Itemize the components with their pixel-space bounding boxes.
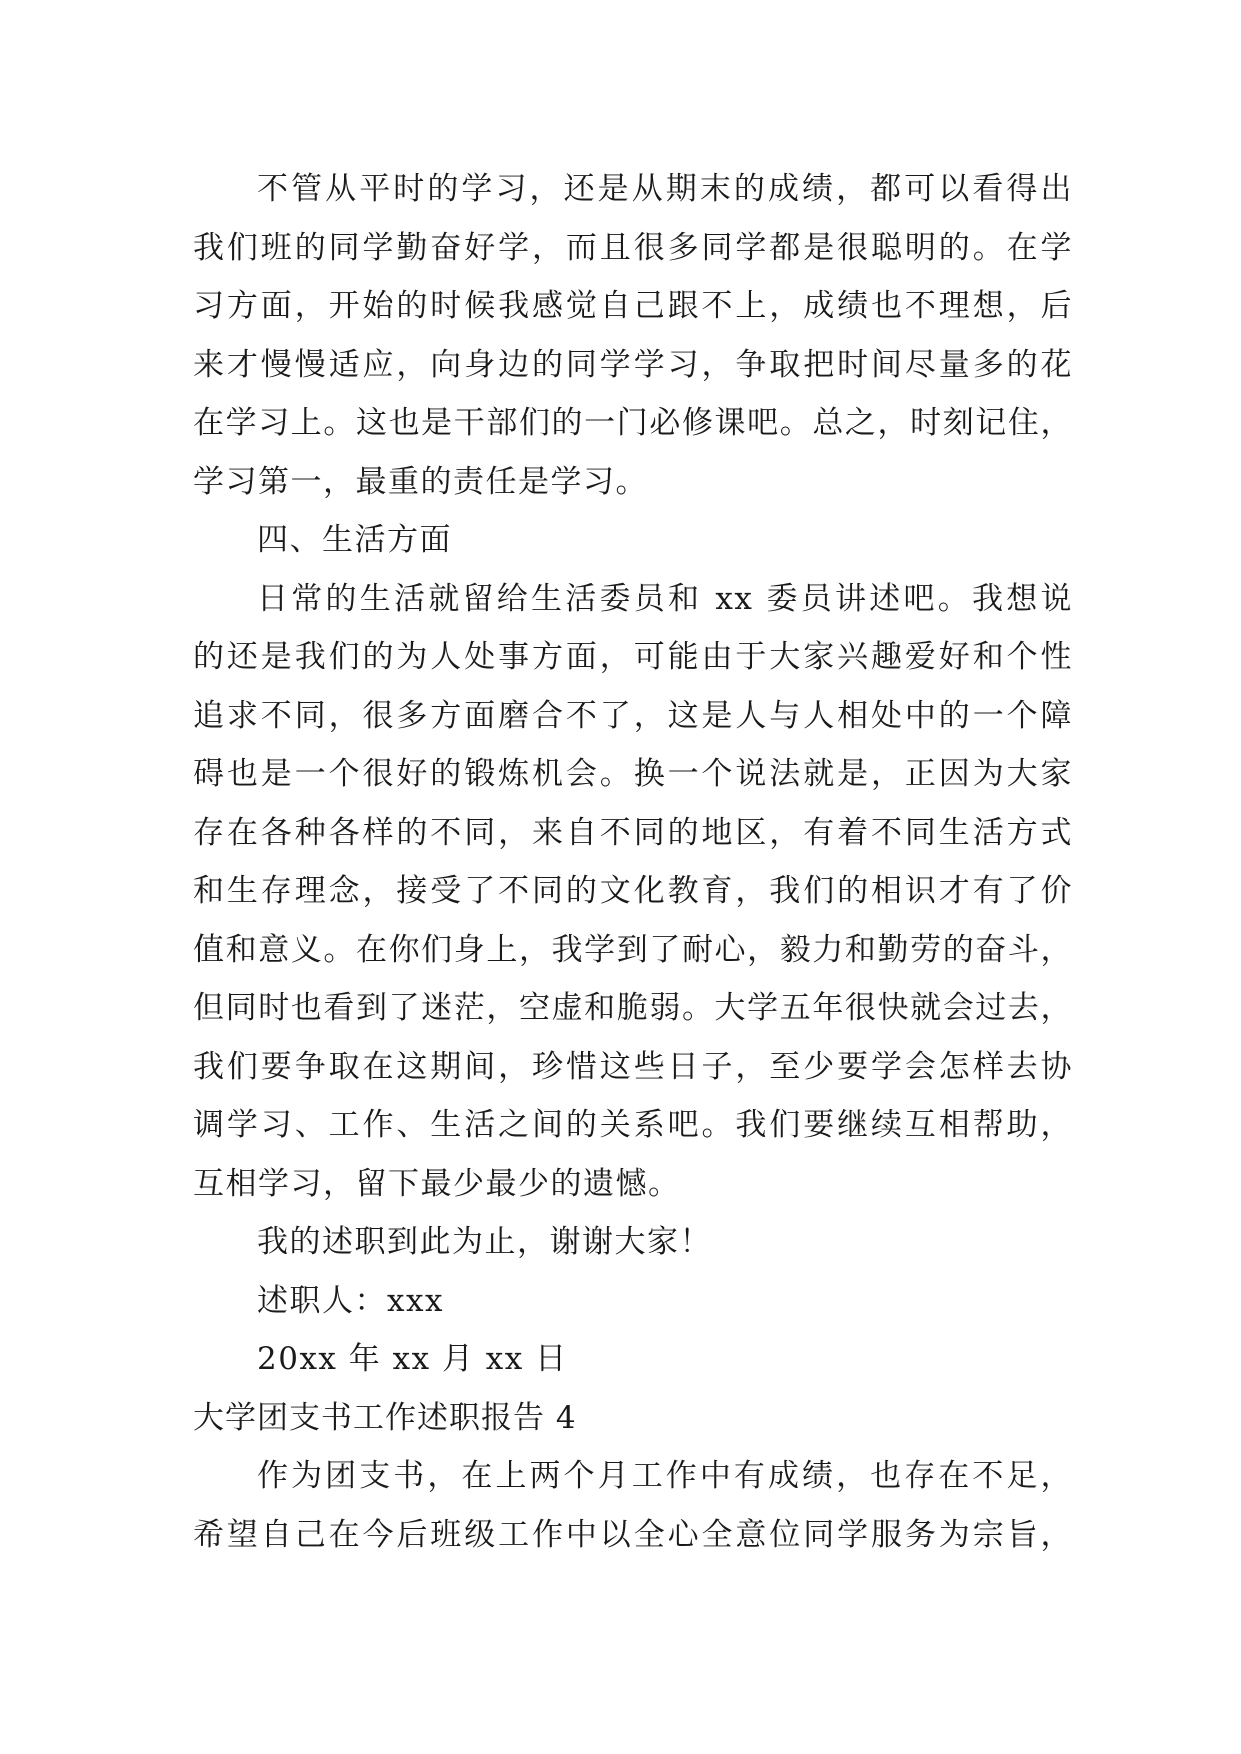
paragraph-line: 我们班的同学勤奋好学，而且很多同学都是很聪明的。在学: [193, 229, 1073, 266]
paragraph-line: 存在各种各样的不同，来自不同的地区，有着不同生活方式: [193, 814, 1073, 851]
paragraph-line: 和生存理念，接受了不同的文化教育，我们的相识才有了价: [193, 873, 1073, 909]
paragraph-line: 互相学习，留下最少最少的遗憾。: [193, 1165, 681, 1202]
paragraph-line: 希望自己在今后班级工作中以全心全意位同学服务为宗旨，: [193, 1516, 1073, 1553]
section-heading: 四、生活方面: [257, 522, 452, 558]
paragraph-line: 的还是我们的为人处事方面，可能由于大家兴趣爱好和个性: [193, 639, 1073, 675]
signature-line: 述职人：xxx: [257, 1282, 444, 1319]
paragraph-line: 调学习、工作、生活之间的关系吧。我们要继续互相帮助，: [193, 1107, 1073, 1143]
paragraph-line: 追求不同，很多方面磨合不了，这是人与人相处中的一个障: [193, 697, 1073, 734]
paragraph-line: 值和意义。在你们身上，我学到了耐心，毅力和勤劳的奋斗，: [193, 931, 1073, 968]
paragraph-line: 在学习上。这也是干部们的一门必修课吧。总之，时刻记住，: [193, 405, 1073, 441]
paragraph-line: 日常的生活就留给生活委员和 xx 委员讲述吧。我想说: [257, 580, 1073, 617]
paragraph-line: 但同时也看到了迷茫，空虚和脆弱。大学五年很快就会过去，: [193, 990, 1073, 1026]
paragraph-line: 来才慢慢适应，向身边的同学学习，争取把时间尽量多的花: [193, 346, 1073, 383]
paragraph-line: 碍也是一个很好的锻炼机会。换一个说法就是，正因为大家: [193, 756, 1073, 792]
paragraph-line: 习方面，开始的时候我感觉自己跟不上，成绩也不理想，后: [193, 288, 1073, 324]
report-title: 大学团支书工作述职报告 4: [193, 1399, 577, 1436]
paragraph-line: 学习第一，最重的责任是学习。: [193, 463, 648, 500]
paragraph-line: 不管从平时的学习，还是从期末的成绩，都可以看得出: [257, 171, 1073, 207]
paragraph-line: 我们要争取在这期间，珍惜这些日子，至少要学会怎样去协: [193, 1048, 1073, 1085]
document-body: [193, 160, 1073, 1564]
date-line: 20xx 年 xx 月 xx 日: [257, 1341, 568, 1377]
paragraph-line: 作为团支书，在上两个月工作中有成绩，也存在不足，: [257, 1458, 1073, 1494]
closing-line: 我的述职到此为止，谢谢大家！: [257, 1224, 712, 1260]
